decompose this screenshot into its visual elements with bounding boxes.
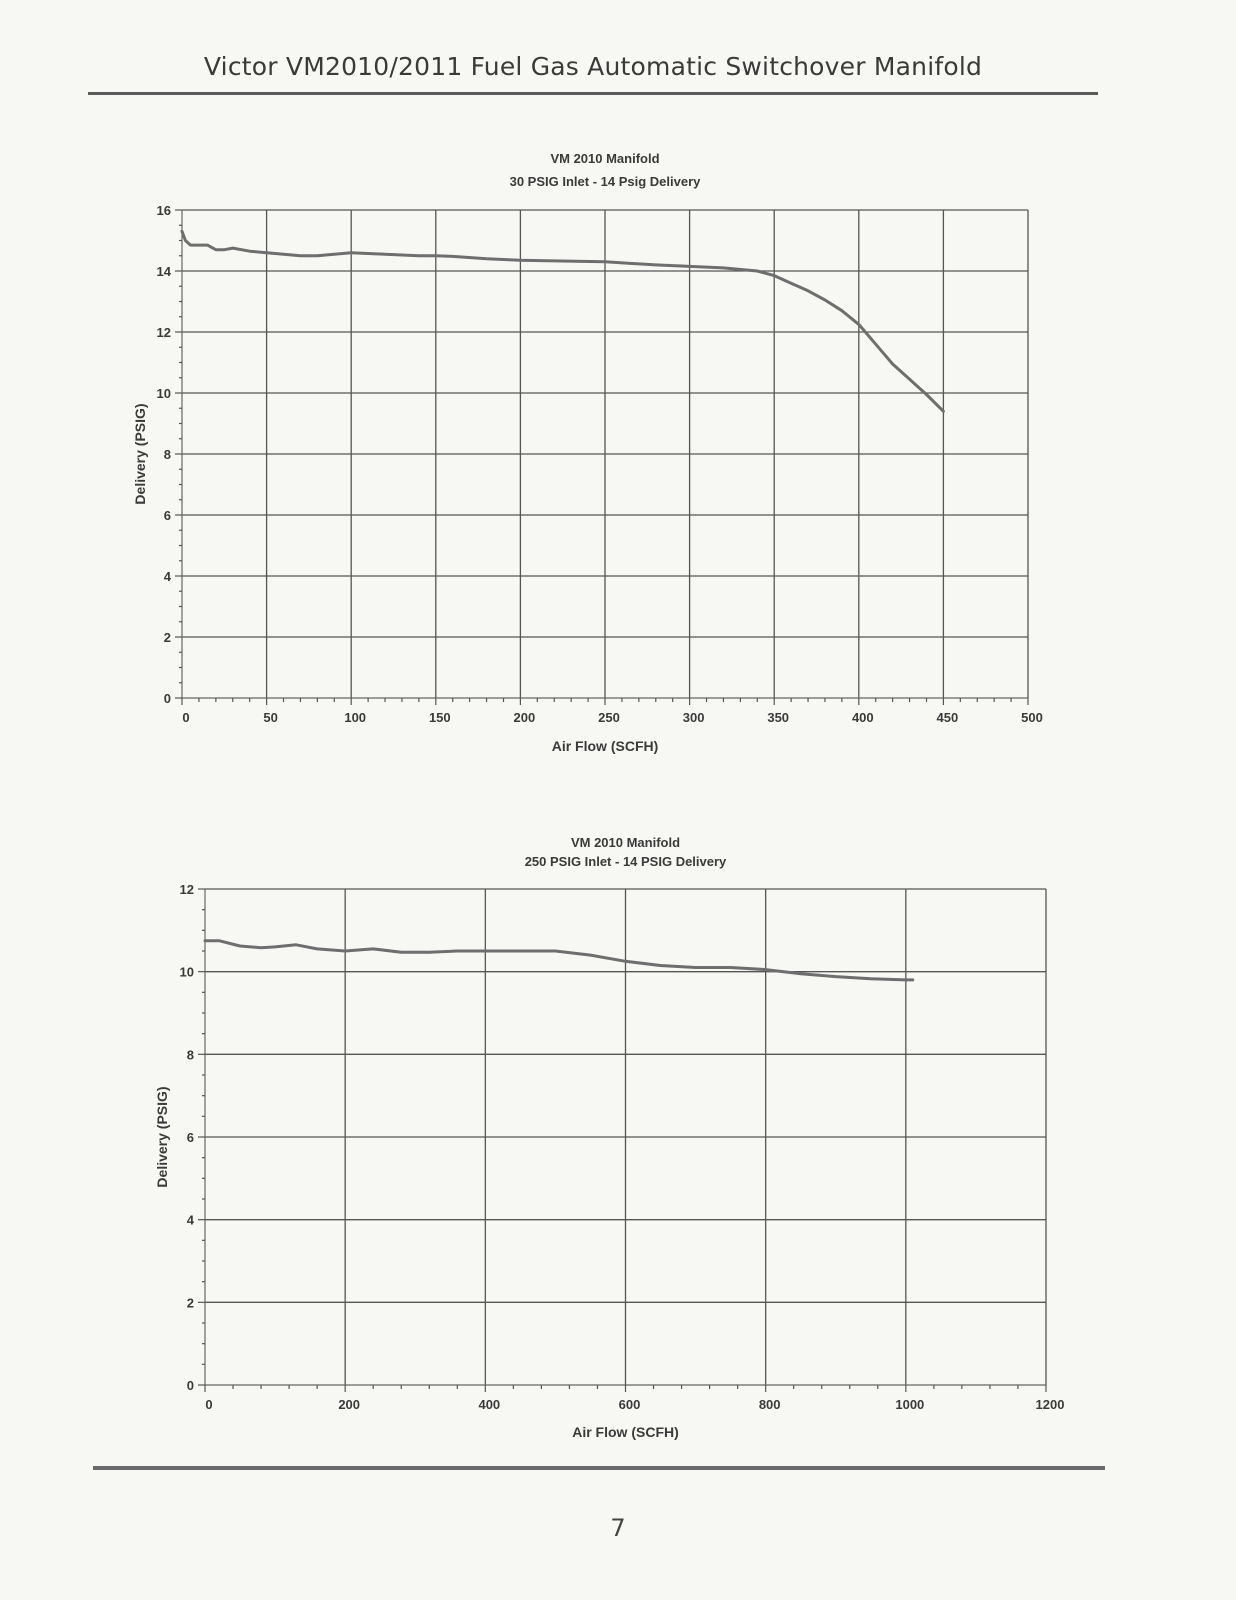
y-tick-label: 14 <box>156 264 171 279</box>
x-tick-label: 400 <box>478 1397 501 1412</box>
x-tick-label: 0 <box>205 1397 213 1412</box>
x-tick-label: 0 <box>182 710 190 725</box>
y-tick-label: 16 <box>156 203 171 218</box>
x-tick-label: 50 <box>263 710 278 725</box>
y-tick-label: 0 <box>163 691 171 706</box>
x-axis-title: Air Flow (SCFH) <box>572 1424 679 1440</box>
y-tick-label: 10 <box>179 964 194 980</box>
y-tick-label: 0 <box>186 1378 194 1393</box>
x-tick-label: 200 <box>338 1397 361 1412</box>
y-tick-label: 4 <box>163 569 171 584</box>
x-tick-label: 100 <box>344 710 367 725</box>
chart-title: VM 2010 Manifold <box>570 835 681 850</box>
y-tick-label: 4 <box>186 1212 194 1228</box>
x-tick-label: 400 <box>851 710 874 725</box>
header-rule <box>88 92 1098 95</box>
x-tick-label: 800 <box>758 1397 781 1412</box>
y-tick-label: 10 <box>156 386 171 401</box>
y-tick-label: 8 <box>163 447 171 462</box>
x-tick-label: 1200 <box>1035 1397 1065 1412</box>
series-line <box>182 231 943 411</box>
x-axis-title: Air Flow (SCFH) <box>551 738 659 754</box>
y-axis-title: Delivery (PSIG) <box>154 1086 170 1188</box>
y-axis-title: Delivery (PSIG) <box>132 403 148 505</box>
y-tick-label: 8 <box>186 1047 194 1063</box>
x-tick-label: 200 <box>513 710 536 725</box>
x-tick-label: 350 <box>767 710 790 725</box>
x-tick-label: 600 <box>618 1397 641 1412</box>
page-number: 7 <box>610 1514 626 1542</box>
x-tick-label: 300 <box>682 710 705 725</box>
y-tick-label: 12 <box>156 325 171 340</box>
chart-30-psig <box>0 140 1236 780</box>
chart-subtitle: 30 PSIG Inlet - 14 Psig Delivery <box>509 174 701 189</box>
x-tick-label: 1000 <box>895 1397 925 1412</box>
x-tick-label: 450 <box>936 710 959 725</box>
y-tick-label: 6 <box>186 1130 194 1145</box>
y-tick-label: 2 <box>186 1295 194 1311</box>
x-tick-label: 250 <box>598 710 620 725</box>
page-header: Victor VM2010/2011 Fuel Gas Automatic Switchover Manifold <box>203 52 983 81</box>
chart-250-psig <box>0 825 1236 1465</box>
footer-rule <box>93 1466 1105 1470</box>
x-tick-label: 500 <box>1021 710 1043 725</box>
x-tick-label: 150 <box>428 710 451 725</box>
chart-subtitle: 250 PSIG Inlet - 14 PSIG Delivery <box>524 854 727 869</box>
chart-title: VM 2010 Manifold <box>550 151 660 166</box>
y-tick-label: 12 <box>179 882 194 897</box>
y-tick-label: 2 <box>163 630 171 645</box>
y-tick-label: 6 <box>163 508 171 523</box>
series-line <box>205 941 913 980</box>
